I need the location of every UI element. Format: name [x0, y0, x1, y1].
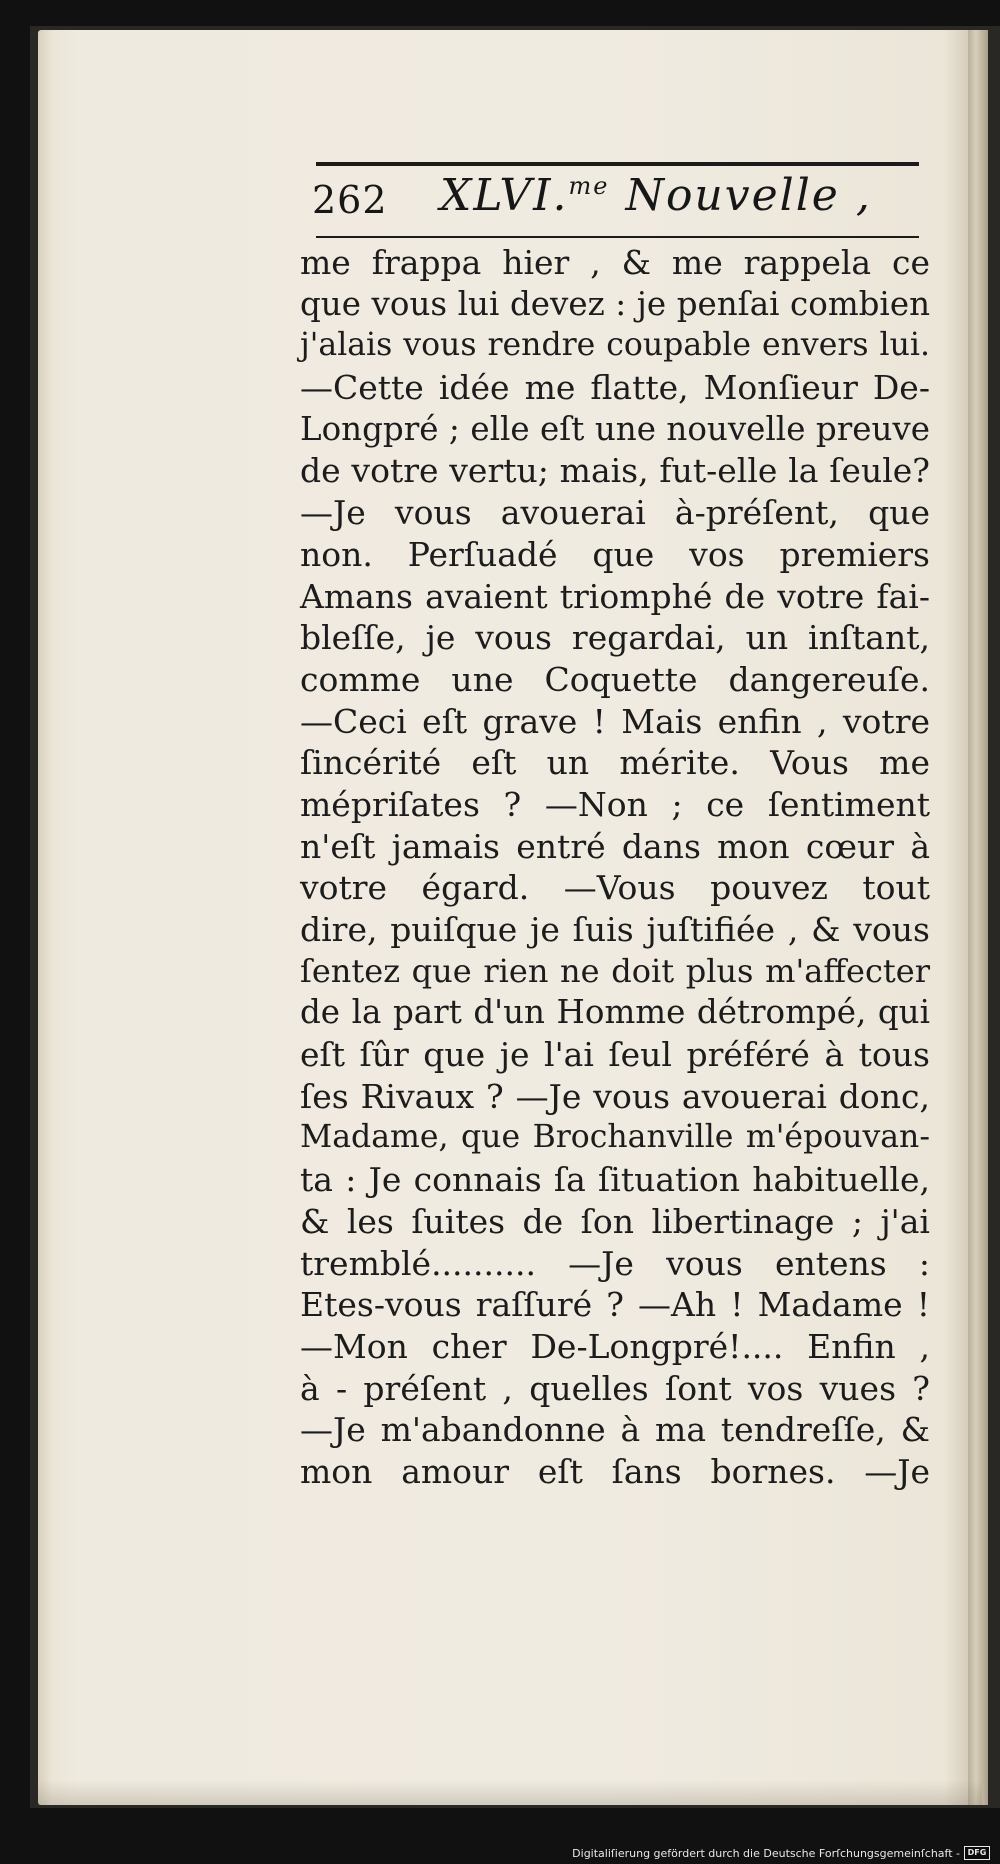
text-line: de votre vertu; mais, fut-elle la ſeule? — [300, 451, 930, 491]
text-line: votre égard. —Vous pouvez tout — [300, 868, 930, 908]
text-line: —Mon cher De-Longpré!.... Enfin , — [300, 1326, 930, 1366]
text-line: que vous lui devez : je penſai combien — [300, 284, 930, 323]
text-line: eſt ſûr que je l'ai ſeul préféré à tous — [300, 1035, 930, 1075]
text-line: bleſſe, je vous regardai, un inſtant, — [300, 618, 930, 658]
text-line: n'eſt jamais entré dans mon cœur à — [300, 826, 930, 866]
digitization-credit — [572, 1845, 990, 1861]
text-line: ſes Rivaux ? —Je vous avouerai donc, — [300, 1076, 930, 1116]
text-line: Etes-vous raſſuré ? —Ah ! Madame ! — [300, 1285, 930, 1325]
page-number: 262 — [312, 178, 388, 222]
text-line: mon amour eſt ſans bornes. —Je — [300, 1451, 930, 1491]
text-line: j'alais vous rendre coupable envers lui. — [300, 327, 930, 364]
text-line: —Cette idée me flatte, Monſieur De- — [300, 368, 930, 408]
text-line: comme une Coquette dangereuſe. — [300, 659, 930, 699]
page-edge — [968, 30, 988, 1805]
running-title-rest: Nouvelle , — [625, 170, 872, 221]
text-line: ſentez que rien ne doit plus m'affecter — [300, 951, 930, 990]
text-line: —Je m'abandonne à ma tendreſſe, & — [300, 1410, 930, 1450]
text-line: dire, puiſque je ſuis juſtifiée , & vous — [300, 910, 930, 949]
text-line: me frappa hier , & me rappela ce — [300, 243, 930, 282]
text-line: ſincérité eſt un mérite. Vous me — [300, 743, 930, 783]
header-rule-top — [316, 162, 919, 166]
text-line: & les ſuites de ſon libertinage ; j'ai — [300, 1201, 930, 1241]
running-title-sup: me — [568, 172, 610, 200]
credit-text: Digitaliſierung gefördert durch die Deutsche Forſchungsgemeinſchaft - — [572, 1846, 960, 1860]
text-line: mépriſates ? —Non ; ce ſentiment — [300, 784, 930, 824]
text-line: Longpré ; elle eſt une nouvelle preuve — [300, 409, 930, 448]
running-title — [440, 170, 872, 221]
text-line: tremblé.......... —Je vous entens : — [300, 1243, 930, 1283]
body-text — [300, 242, 930, 1493]
text-line: —Je vous avouerai à-préſent, que — [300, 493, 930, 533]
text-line: —Ceci eſt grave ! Mais enfin , votre — [300, 701, 930, 741]
dfg-logo-icon: DFG — [964, 1846, 990, 1860]
header-rule-bottom — [316, 236, 919, 238]
text-line: Amans avaient triomphé de votre fai- — [300, 576, 930, 616]
text-line: Madame, que Brochanville m'épouvan- — [300, 1119, 930, 1156]
text-line: non. Perſuadé que vos premiers — [300, 534, 930, 574]
running-header — [312, 170, 922, 234]
text-line: ta : Je connais ſa ſituation habituelle, — [300, 1160, 930, 1200]
running-title-main: XLVI. — [440, 170, 569, 221]
page-bottom-shade — [38, 1780, 982, 1805]
text-line: de la part d'un Homme détrompé, qui — [300, 993, 930, 1032]
text-line: à - préſent , quelles ſont vos vues ? — [300, 1368, 930, 1408]
